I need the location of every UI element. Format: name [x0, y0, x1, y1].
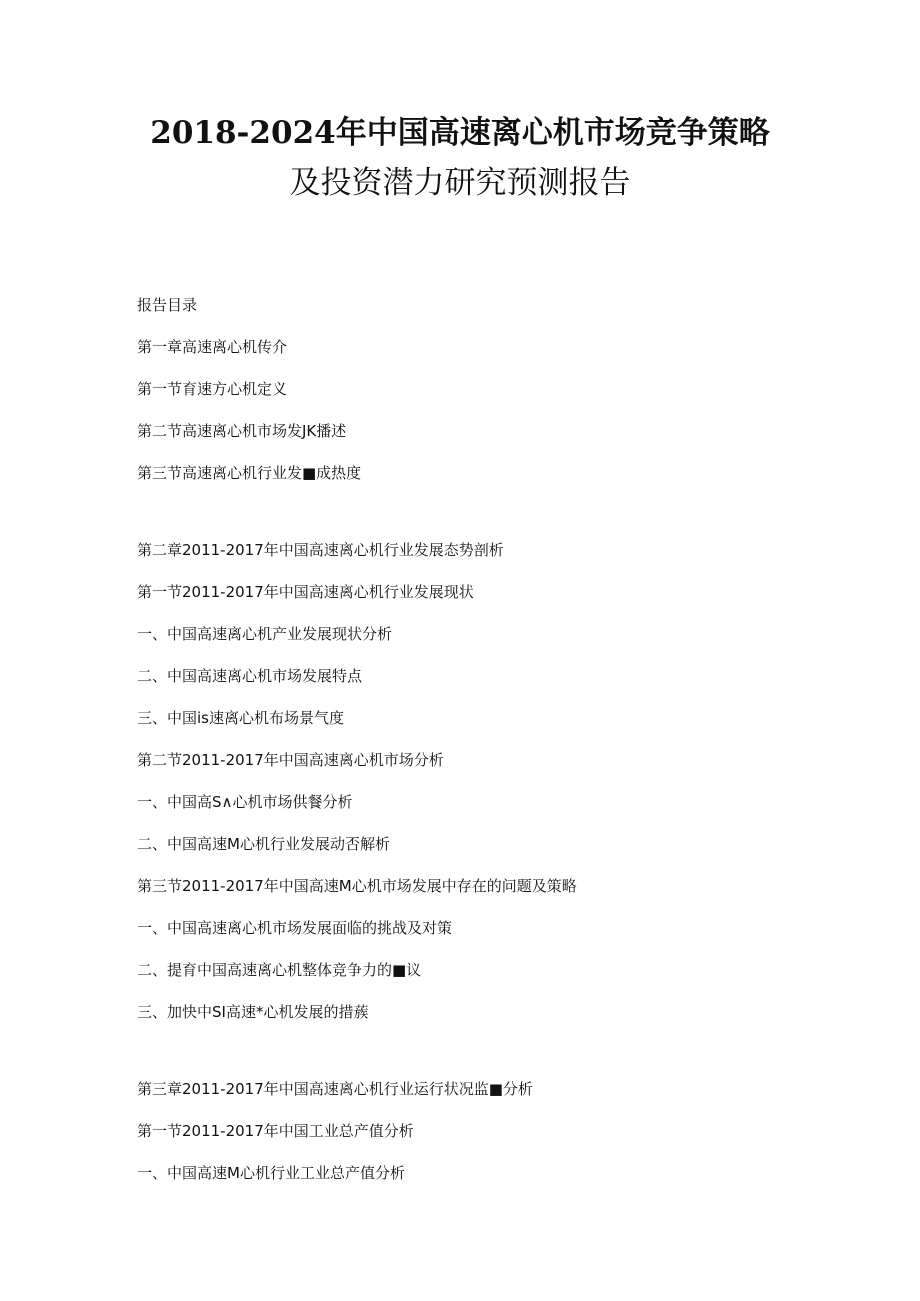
- toc-section: 第一节2011-2017年中国高速离心机行业发展现状: [137, 583, 474, 601]
- toc-item: 一、中国高速离心机产业发展现状分析: [137, 625, 393, 643]
- toc-item: 一、中国高S∧心机市场供餐分析: [137, 793, 353, 811]
- toc-section: 第三节2011-2017年中国高速M心机市场发展中存在的问题及策略: [137, 877, 577, 895]
- report-title-line-2: 及投资潜力研究预测报告: [289, 165, 631, 201]
- toc-chapter: 第二章2011-2017年中国高速离心机行业发展态势剖析: [137, 541, 504, 559]
- report-title-line-1: 2018-2024年中国高速离心机市场竞争策略: [150, 115, 770, 151]
- toc-chapter: 第一章高速离心机传介: [137, 338, 288, 356]
- toc-heading: 报告目录: [137, 296, 198, 314]
- toc-item: 一、中国高速M心机行业工业总产值分析: [137, 1164, 405, 1182]
- toc-item: 三、中国is速离心机布场景气度: [137, 709, 344, 727]
- toc-section: 第二节2011-2017年中国高速离心机市场分析: [137, 751, 444, 769]
- report-title: [0, 108, 920, 208]
- toc-item: 三、加快中SI高速*心机发展的措蔟: [137, 1003, 369, 1021]
- toc-section: 第一节育速方心机定义: [137, 380, 288, 398]
- toc-section: 第三节高速离心机行业发■成热度: [137, 464, 362, 482]
- toc-item: 二、中国高速离心机市场发展特点: [137, 667, 363, 685]
- toc-item: 一、中国高速离心机市场发展面临的挑战及对策: [137, 919, 453, 937]
- toc-chapter: 第三章2011-2017年中国高速离心机行业运行状况监■分析: [137, 1080, 533, 1098]
- toc-section: 第一节2011-2017年中国工业总产值分析: [137, 1122, 414, 1140]
- toc-item: 二、提育中国高速离心机整体竞争力的■议: [137, 961, 422, 979]
- toc-section: 第二节高速离心机市场发JK播述: [137, 422, 347, 440]
- toc-item: 二、中国高速M心机行业发展动否解析: [137, 835, 390, 853]
